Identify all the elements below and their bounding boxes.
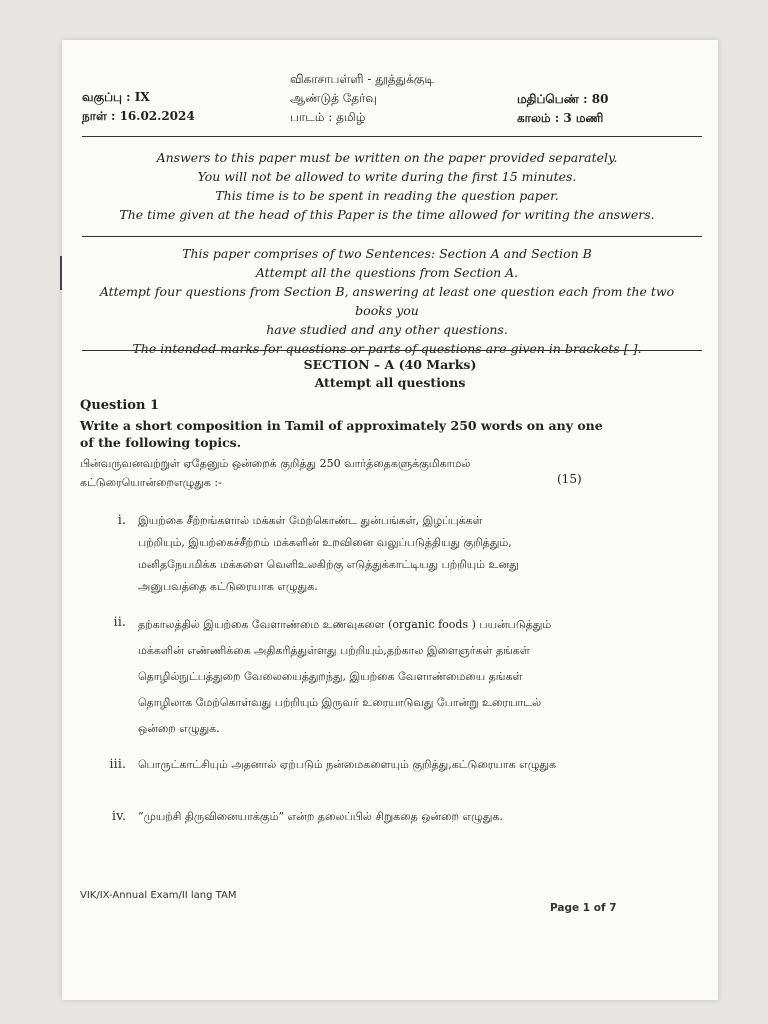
tamil-instruction-line: பின்வருவனவற்றுள் ஏதேனும் ஒன்றைக் குறித்து 250 வார்த்தைகளுக்குமிகாமல் [80,457,471,470]
instruction-line: This paper comprises of two Sentences: Section A and Section B [182,246,592,261]
topic-line: மனிதநேயமிக்க மக்களை வெளிஉலகிற்கு எடுத்துக்காட்டியது பற்றியும் உனது [138,558,519,571]
topic-number: iv. [111,809,126,824]
topic-text [138,510,638,598]
instruction-line: Attempt all the questions from Section A. [255,265,519,280]
exam-name: ஆண்டுத் தேர்வு [290,91,377,105]
instructions-block-2 [82,244,692,358]
header-left [82,88,195,126]
section-title: SECTION – A (40 Marks) [303,357,477,372]
section-divider [82,350,702,351]
header-center [290,70,434,127]
topic-line: தொழிலாக மேற்கொள்வது பற்றியும் இருவர் உரையாடுவது போன்று உரையாடல் [138,696,542,709]
section-subtitle: Attempt all questions [314,375,466,390]
topic-line: தொழில்நுட்பத்துறை வேலையைத்துறந்து, இயற்கை வேளாண்மையை தங்கள் [138,670,523,683]
topic-line: ஒன்றை எழுதுக. [138,722,220,735]
marks-label: மதிப்பெண் : 80 [517,92,609,106]
topic-number: i. [117,513,126,528]
topic-number: ii. [113,615,126,630]
instruction-line: Attempt four questions from Section B, answering at least one question each from the two books you [99,284,675,318]
topic-line: மக்களின் எண்ணிக்கை அதிகரித்துள்ளது பற்றியும்,தற்கால இளைஞர்கள் தங்கள் [138,644,530,657]
question-label: Question 1 [80,398,160,413]
instruction-line: have studied and any other questions. [266,322,508,337]
question-tamil-instruction [80,454,560,492]
date-label: நாள் : 16.02.2024 [82,109,195,123]
topic-text [138,612,638,742]
instructions-divider [82,236,702,237]
header-right [517,90,608,128]
margin-pen-mark [60,256,62,290]
topic-line: பற்றியும், இயற்கைச்சீற்றம் மக்களின் உறவினை வலுப்படுத்தியது குறித்தும், [138,536,512,549]
topic-text [138,806,638,828]
instruction-line: You will not be allowed to write during the first 15 minutes. [197,169,577,184]
school-name: விகாசாபள்ளி - தூத்துக்குடி [290,72,434,86]
topic-line: “முயற்சி திருவினையாக்கும்” என்ற தலைப்பில் சிறுகதை ஒன்றை எழுதுக. [138,810,503,823]
topic-line: இயற்கை சீற்றங்களால் மக்கள் மேற்கொண்ட துன்பங்கள், இழப்புக்கள் [138,514,483,527]
class-label: வகுப்பு : IX [82,90,150,104]
tamil-instruction-line: கட்டுரையொன்றைஎழுதுக :- [80,476,222,489]
time-label: காலம் : 3 மணி [517,111,604,125]
question-marks: (15) [557,472,582,486]
subject-name: பாடம் : தமிழ் [290,110,366,124]
topic-number: iii. [109,757,126,772]
footer-document-code: VIK/IX-Annual Exam/II lang TAM [80,890,237,901]
header-divider [82,136,702,137]
topic-line: தற்காலத்தில் இயற்கை வேளாண்மை உணவுகளை (organic foods ) பயன்படுத்தும் [138,618,552,631]
exam-page [62,40,718,1000]
instruction-line: The time given at the head of this Paper is the time allowed for writing the answers. [119,207,655,222]
instruction-line: The intended marks for questions or parts of questions are given in brackets [ ]. [132,341,642,356]
topic-text [138,754,638,776]
instructions-block-1 [82,148,692,224]
instruction-line: Answers to this paper must be written on the paper provided separately. [156,150,618,165]
question-text: Write a short composition in Tamil of approximately 250 words on any one of the following topics. [80,418,603,450]
topic-line: அனுபவத்தை கட்டுரையாக எழுதுக. [138,580,318,593]
topic-line: பொருட்காட்சியும் அதனால் ஏற்படும் நன்மைகளையும் குறித்து,கட்டுரையாக எழுதுக [138,758,557,771]
instruction-line: This time is to be spent in reading the question paper. [215,188,559,203]
footer-page-number: Page 1 of 7 [550,902,617,914]
